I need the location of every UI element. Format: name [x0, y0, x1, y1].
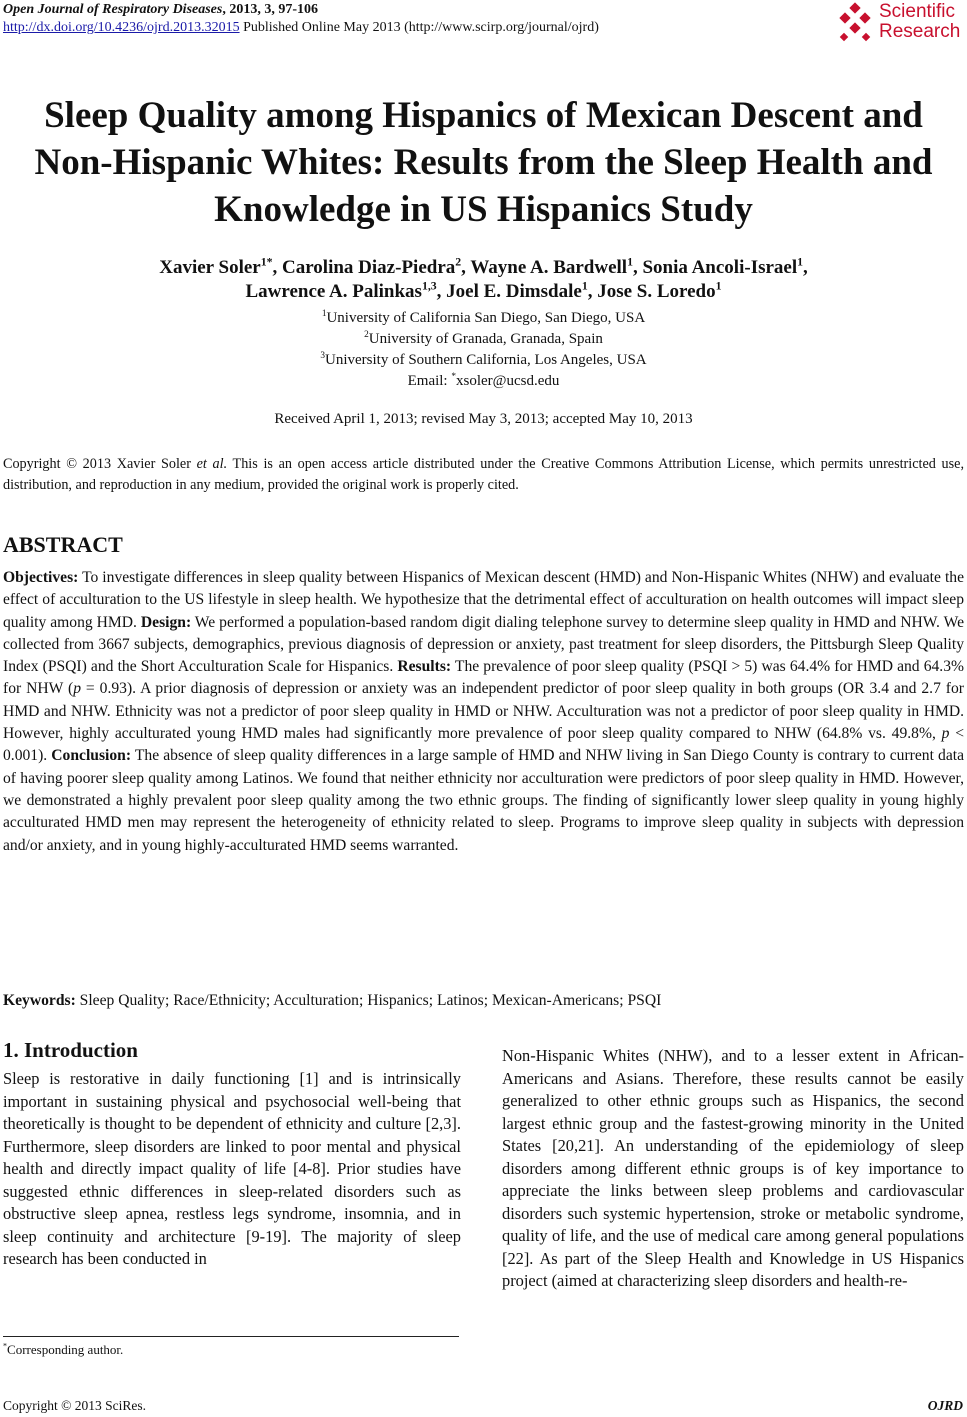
journal-name: Open Journal of Respiratory Diseases: [3, 2, 223, 17]
author-name: , Joel E. Dimsdale: [436, 281, 582, 302]
author-sup: 1: [797, 255, 804, 269]
intro-left-column: Sleep is restorative in daily functioning [1] and is intrinsically important in sustaining physical and psychosocial well-being that theoretically is thought to be dependent of ethnicity and culture [2,3]. Furthermore, sleep disorders are linked to poor mental and physical health and directly impact quality of life [4-8]. Prior studies have suggested ethnic differences in sleep-related disorders such as obstructive sleep apnea, restless legs syndrome, insomnia, and in sleep continuity and architecture [9-19]. The majority of sleep research has been conducted in: [3, 1069, 461, 1268]
author-name: Lawrence A. Palinkas: [245, 281, 422, 302]
abstract-text: = 0.93). A prior diagnosis of depression or anxiety was an independent predictor of poor sleep quality in both groups (OR 3.4 and 2.7 for HMD and NHW. Ethnicity was not a predictor of poor sleep quality in HMD or NHW. Acculturation was not a predictor of poor sleep quality in HMD. However, highly acculturated young HMD males had significantly more prevalence of poor sleep quality compared to NHW (64.8% vs. 49.8%,: [3, 680, 964, 743]
intro-right-column: Non-Hispanic Whites (NHW), and to a lesser extent in African-Americans and Asians. Therefore, these results cannot be easily generalized to other ethnic groups such as Hispanics, the second largest ethnic group and the fastest-growing minority in the United States [20,21]. An understanding of the epidemiology of sleep disorders among different ethnic groups is of key importance to appreciate the links between sleep problems and cardiovascular disorders such systemic hypertension, stroke or metabolic syndrome, quality of life, and the use of medical care among general populations [22]. As part of the Sleep Health and Knowledge in US Hispanics project (aimed at characterizing sleep disorders and health-re-: [502, 1046, 964, 1290]
author-sup: 1: [627, 255, 633, 269]
footer-copyright: Copyright © 2013 SciRes.: [3, 1398, 147, 1413]
author-line-1: [0, 256, 967, 280]
affiliation-sup: 2: [364, 330, 369, 340]
email-sup: *: [451, 372, 457, 382]
affiliation-3: [0, 350, 967, 371]
footnote-text: Corresponding author.: [7, 1342, 124, 1357]
author-name: Xavier Soler: [159, 257, 261, 278]
footer-journal-abbrev: OJRD: [927, 1398, 963, 1413]
doi-line: [3, 20, 599, 36]
keywords-text: Sleep Quality; Race/Ethnicity; Acculturation; Hispanics; Latinos; Mexican-Americans; PSQI: [75, 992, 662, 1009]
author-line-2: [0, 280, 967, 304]
author-sup: 1*: [260, 255, 273, 269]
affiliation-text: University of Southern California, Los Angeles, USA: [325, 352, 647, 368]
author-separator: ,: [803, 257, 808, 278]
footnote: [3, 1342, 123, 1358]
affiliations: [0, 308, 967, 392]
abstract-text: We performed a population-based random digit dialing telephone survey to determine sleep quality in HMD and NHW. We collected from 3667 subjects, demographics, previous diagnosis of depression or anxiety, past treatment for sleep disorders, the Pittsburgh Sleep Quality Index (PSQI) and the Short Acculturation Scale for Hispanics.: [3, 613, 964, 676]
section-heading-introduction: 1. Introduction: [3, 1038, 138, 1062]
email-label: Email:: [407, 373, 452, 389]
abstract-text: To investigate differences in sleep quality between Hispanics of Mexican descent (HMD) and Non-Hispanic Whites (NHW) and evaluate the effect of acculturation to the US lifestyle in sleep health. We hypothesize that the detrimental effect of acculturation on health outcomes will impact sleep quality among HMD.: [3, 569, 964, 631]
author-sup: 2: [455, 255, 462, 269]
affiliation-sup: 3: [320, 351, 325, 361]
author-name: , Sonia Ancoli-Israel: [632, 257, 798, 278]
copyright-text: This is an open access article distributed under the Creative Commons Attribution License, which permits unrestricted use, distribution, and reproduction in any medium, provided the original work is properly cited.: [3, 456, 964, 493]
published-note: Published Online May 2013 (http://www.scirp.org/journal/ojrd): [239, 20, 599, 35]
title-line-1: Sleep Quality among Hispanics of Mexican Descent and: [44, 95, 923, 136]
copyright-text: Copyright © 2013 Xavier Soler: [3, 456, 197, 472]
abstract-label: Conclusion:: [51, 747, 132, 765]
abstract-heading: ABSTRACT: [3, 532, 123, 557]
publisher-logo: [833, 2, 963, 46]
abstract-pvalue: p: [73, 680, 81, 698]
keywords: [3, 992, 964, 1010]
abstract-text: < 0.001).: [3, 725, 964, 765]
affiliation-sup: 1: [321, 309, 327, 319]
keywords-label: Keywords:: [3, 992, 76, 1009]
email-line: [0, 371, 967, 392]
affiliation-2: [0, 329, 967, 350]
journal-citation: [3, 2, 318, 18]
author-name: , Wayne A. Bardwell: [461, 257, 628, 278]
abstract-label: Results:: [397, 658, 452, 676]
abstract-pvalue: p: [941, 725, 950, 743]
logo-line-2: Research: [879, 21, 961, 42]
author-sup: 1: [715, 279, 722, 293]
journal-volume: , 2013, 3, 97-106: [222, 2, 319, 17]
copyright-etal: et al.: [196, 456, 228, 472]
author-name: , Jose S. Loredo: [587, 281, 716, 302]
footnote-divider: [3, 1336, 459, 1337]
logo-wordmark: [879, 2, 960, 42]
affiliation-1: [0, 308, 967, 329]
copyright-notice: [3, 454, 964, 496]
abstract-label: Objectives:: [3, 569, 79, 586]
author-list: [0, 256, 967, 304]
doi-link[interactable]: http://dx.doi.org/10.4236/ojrd.2013.32015: [3, 20, 240, 35]
abstract-label: Design:: [140, 613, 192, 631]
email-address[interactable]: xsoler@ucsd.edu: [456, 373, 560, 389]
author-name: , Carolina Diaz-Piedra: [272, 257, 456, 278]
affiliation-text: University of Granada, Granada, Spain: [368, 331, 603, 347]
title-line-2: Non-Hispanic Whites: Results from the Sleep Health and: [34, 142, 933, 183]
abstract-body: [3, 567, 964, 857]
title-line-3: Knowledge in US Hispanics Study: [214, 189, 753, 230]
author-sup: 1: [581, 279, 588, 293]
abstract-text: The absence of sleep quality differences in a large sample of HMD and NHW living in San Diego County is contrary to current data of having poorer sleep quality among Latinos. We found that neither ethnicity nor acculturation were predictors of poor sleep quality in HMD. However, we demonstrated a highly prevalent poor sleep quality among the two ethnic groups. The finding of significantly lower sleep quality in young highly acculturated HMD men may represent the heterogeneity of ethnicity related to sleep. Programs to improve sleep quality in subjects with depression and/or anxiety, and in young highly-acculturated HMD seems warranted.: [3, 747, 964, 854]
logo-line-1: Scientific: [879, 1, 956, 22]
footnote-sup: *: [3, 1341, 8, 1351]
scientific-research-logo-icon: [833, 2, 877, 46]
abstract-text: The prevalence of poor sleep quality (PSQI > 5) was 64.4% for HMD and 64.3% for NHW (: [3, 658, 964, 698]
received-dates: Received April 1, 2013; revised May 3, 2013; accepted May 10, 2013: [274, 411, 693, 427]
affiliation-text: University of California San Diego, San Diego, USA: [326, 310, 646, 326]
author-sup: 1,3: [421, 279, 437, 293]
paper-title: [0, 92, 967, 233]
